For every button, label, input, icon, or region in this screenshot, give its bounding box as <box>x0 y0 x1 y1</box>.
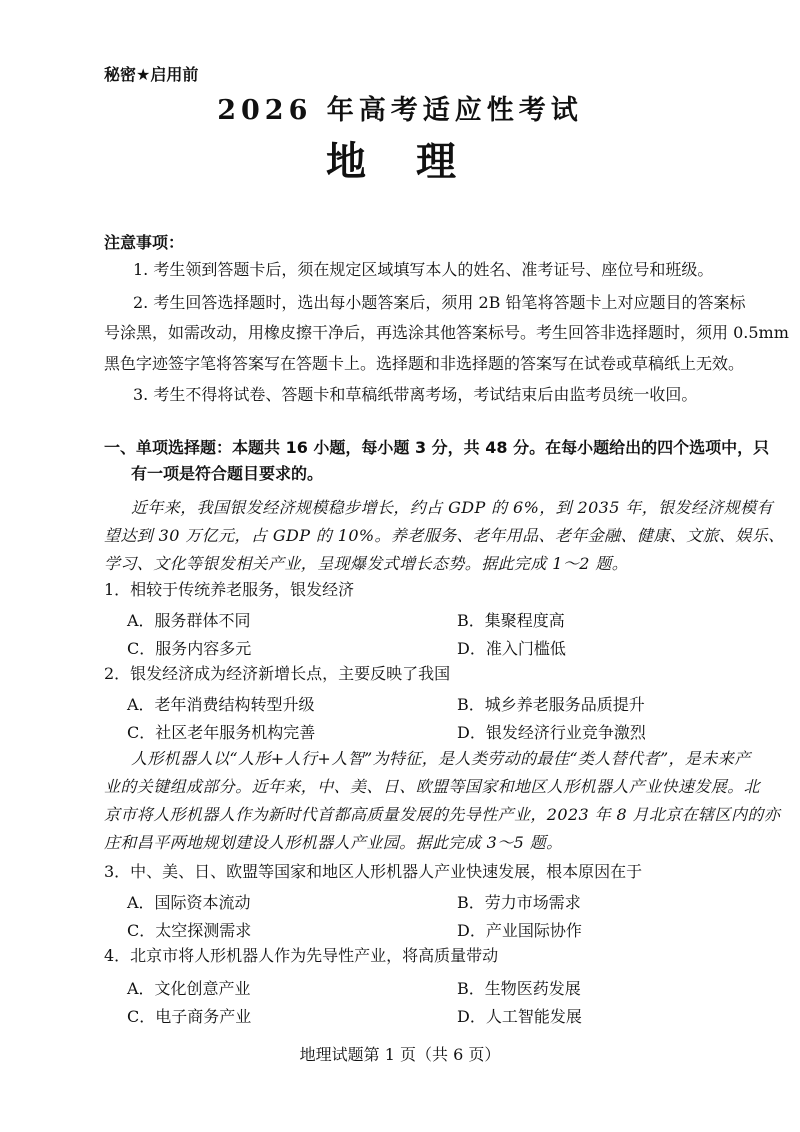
option-b: B．生物医药发展 <box>457 979 581 998</box>
material-line: 望达到 30 万亿元，占 GDP 的 10%。养老服务、老年用品、老年金融、健康、文旅、娱乐、 <box>104 526 785 545</box>
option-a: A．文化创意产业 <box>127 979 251 998</box>
option-b: B．集聚程度高 <box>457 611 565 630</box>
material-line: 业的关键组成部分。近年来，中、美、日、欧盟等国家和地区人形机器人产业快速发展。北 <box>104 777 761 796</box>
material-line: 学习、文化等银发相关产业，呈现爆发式增长态势。据此完成 1～2 题。 <box>104 554 629 573</box>
option-a: A．老年消费结构转型升级 <box>127 695 315 714</box>
notes-heading: 注意事项： <box>104 233 185 252</box>
question-stem: 2．银发经济成为经济新增长点，主要反映了我国 <box>104 664 451 683</box>
material-line: 庄和昌平两地规划建设人形机器人产业园。据此完成 3～5 题。 <box>104 833 563 852</box>
option-c: C．服务内容多元 <box>127 639 252 658</box>
section-heading-cont: 有一项是符合题目要求的。 <box>131 464 324 483</box>
page-footer: 地理试题第 1 页（共 6 页） <box>299 1045 501 1064</box>
question-stem: 3．中、美、日、欧盟等国家和地区人形机器人产业快速发展，根本原因在于 <box>104 862 643 881</box>
material-line: 近年来，我国银发经济规模稳步增长，约占 GDP 的 6%，到 2035 年，银发经济规模有 <box>131 498 773 517</box>
option-a: A．国际资本流动 <box>127 893 251 912</box>
option-d: D．人工智能发展 <box>457 1007 582 1026</box>
confidential-label: 秘密★启用前 <box>104 65 199 84</box>
note-line: 黑色字迹签字笔将答案写在答题卡上。选择题和非选择题的答案写在试卷或草稿纸上无效。 <box>104 354 745 373</box>
section-heading: 一、单项选择题：本题共 16 小题，每小题 3 分，共 48 分。在每小题给出的四个选项中，只 <box>104 438 770 457</box>
option-b: B．城乡养老服务品质提升 <box>457 695 645 714</box>
option-d: D．银发经济行业竞争激烈 <box>457 723 646 742</box>
exam-title: 2026 年高考适应性考试 <box>217 95 583 126</box>
subject-title: 地 理 <box>326 139 474 185</box>
option-a: A．服务群体不同 <box>127 611 251 630</box>
note-line: 3. 考生不得将试卷、答题卡和草稿纸带离考场，考试结束后由监考员统一收回。 <box>133 385 698 404</box>
option-c: C．太空探测需求 <box>127 921 252 940</box>
note-line: 号涂黑，如需改动，用橡皮擦干净后，再选涂其他答案标号。考生回答非选择题时，须用 0.5mm <box>104 323 789 342</box>
option-c: C．电子商务产业 <box>127 1007 252 1026</box>
material-line: 人形机器人以“人形+人行+人智”为特征，是人类劳动的最佳“类人替代者”，是未来产 <box>131 749 751 768</box>
option-c: C．社区老年服务机构完善 <box>127 723 316 742</box>
question-stem: 1．相较于传统养老服务，银发经济 <box>104 580 355 599</box>
note-line: 2. 考生回答选择题时，选出每小题答案后，须用 2B 铅笔将答题卡上对应题目的答案标 <box>133 293 746 312</box>
note-line: 1. 考生领到答题卡后，须在规定区域填写本人的姓名、准考证号、座位号和班级。 <box>133 260 714 279</box>
question-stem: 4．北京市将人形机器人作为先导性产业，将高质量带动 <box>104 946 499 965</box>
option-d: D．准入门槛低 <box>457 639 566 658</box>
option-b: B．劳力市场需求 <box>457 893 581 912</box>
option-d: D．产业国际协作 <box>457 921 582 940</box>
material-line: 京市将人形机器人作为新时代首都高质量发展的先导性产业，2023 年 8 月北京在辖区内的亦 <box>104 805 781 824</box>
